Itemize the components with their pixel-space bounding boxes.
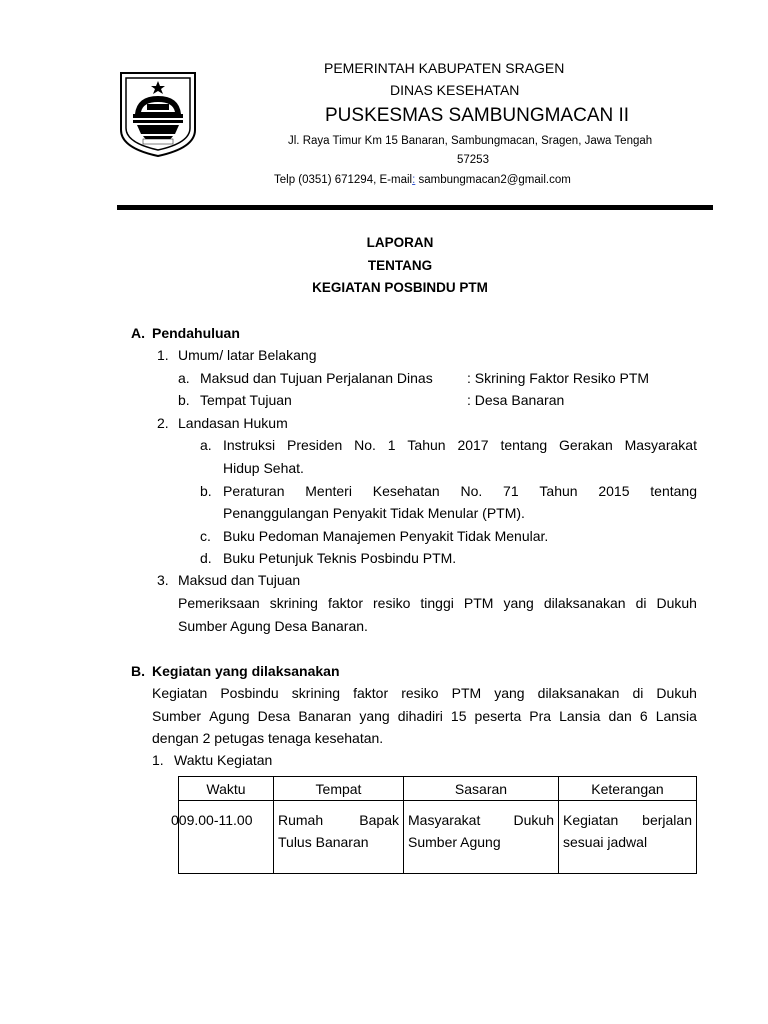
word: No.	[354, 437, 376, 453]
item-b1-number: 1.	[152, 752, 164, 768]
contact-colon: :	[412, 174, 416, 186]
cell-tempat-line1	[278, 809, 399, 831]
title-kegiatan: KEGIATAN POSBINDU PTM	[312, 280, 488, 295]
cell-tempat	[274, 801, 404, 874]
word: Pemeriksaan	[178, 595, 260, 611]
item-b1-text: Waktu Kegiatan	[174, 752, 273, 768]
cell-sasaran	[404, 801, 559, 874]
word: Lansia	[559, 708, 601, 724]
word: Kesehatan	[372, 483, 440, 499]
cell-waktu-text: 009.00-11.00	[171, 812, 253, 828]
item-1b-value: : Desa Banaran	[467, 392, 565, 408]
cell-sasaran-line2: Sumber Agung	[408, 834, 501, 850]
word: yang	[503, 595, 534, 611]
word: Desa	[257, 708, 291, 724]
header-postcode: 57253	[457, 154, 489, 166]
item-1a-number: a.	[178, 370, 190, 386]
sragen-regency-logo	[117, 70, 199, 158]
item-2c-text: Buku Pedoman Manajemen Penyakit Tidak Menular.	[223, 528, 549, 544]
word: 1	[387, 437, 396, 453]
word: 15	[450, 708, 467, 724]
item-1b-number: b.	[178, 392, 190, 408]
item-1-number: 1.	[157, 347, 169, 363]
table-header-row	[179, 777, 697, 801]
section-b-paragraph-line2	[152, 708, 697, 724]
section-b-paragraph-line3: dengan 2 petugas tenaga kesehatan.	[152, 730, 384, 746]
title-tentang: TENTANG	[367, 258, 433, 273]
item-1-text: Umum/ latar Belakang	[178, 347, 317, 363]
word: Sumber	[152, 708, 202, 724]
word: Tahun	[539, 483, 578, 499]
word: Tahun	[407, 437, 446, 453]
header-department: DINAS KESEHATAN	[390, 82, 520, 98]
item-2b-number: b.	[200, 483, 212, 499]
contact-email[interactable]: sambungmacan2@gmail.com	[415, 174, 571, 186]
word: No.	[460, 483, 483, 499]
item-3-paragraph-line2: Sumber Agung Desa Banaran.	[178, 618, 368, 634]
word: dilaksanakan	[543, 595, 626, 611]
word: faktor	[327, 595, 363, 611]
word: Bapak	[359, 812, 399, 828]
word: resiko	[401, 685, 439, 701]
section-a-heading: Pendahuluan	[152, 325, 240, 341]
word: berjalan	[642, 812, 692, 828]
cell-sasaran-line1	[408, 809, 554, 831]
word: Banaran	[298, 708, 352, 724]
word: resiko	[373, 595, 411, 611]
table-header-keterangan: Keterangan	[559, 777, 697, 801]
item-2-text: Landasan Hukum	[178, 415, 288, 431]
word: Kegiatan	[152, 685, 208, 701]
word: di	[632, 685, 644, 701]
word: Posbindu	[220, 685, 279, 701]
table-header-sasaran: Sasaran	[404, 777, 559, 801]
item-1a-value: : Skrining Faktor Resiko PTM	[467, 370, 650, 386]
word: Masyarakat	[624, 437, 697, 453]
item-1b-label: Tempat Tujuan	[200, 392, 292, 408]
item-2b-line1	[223, 483, 697, 499]
word: 2017	[457, 437, 489, 453]
word: dilaksanakan	[537, 685, 620, 701]
word: tentang	[500, 437, 548, 453]
word: Pra	[529, 708, 552, 724]
word: Instruksi	[223, 437, 276, 453]
item-3-paragraph-line1	[178, 595, 697, 611]
section-b-number: B.	[131, 663, 145, 679]
word: Masyarakat	[408, 812, 481, 828]
word: 2015	[598, 483, 630, 499]
section-b-heading: Kegiatan yang dilaksanakan	[152, 663, 340, 679]
word: dan	[608, 708, 632, 724]
item-2-number: 2.	[157, 415, 169, 431]
cell-waktu	[171, 801, 274, 874]
word: Menteri	[305, 483, 352, 499]
word: Dukuh	[513, 812, 554, 828]
item-2a-line2: Hidup Sehat.	[223, 460, 304, 476]
word: dihadiri	[397, 708, 443, 724]
word: Lansia	[655, 708, 697, 724]
title-laporan: LAPORAN	[366, 235, 434, 250]
cell-keterangan-line2: sesuai jadwal	[563, 834, 648, 850]
word: skrining	[291, 685, 341, 701]
word: Dukuh	[656, 685, 697, 701]
item-2a-line1	[223, 437, 697, 453]
item-1a-label: Maksud dan Tujuan Perjalanan Dinas	[200, 370, 433, 386]
word: peserta	[474, 708, 522, 724]
word: 71	[503, 483, 519, 499]
item-2d-text: Buku Petunjuk Teknis Posbindu PTM.	[223, 550, 457, 566]
section-a-number: A.	[131, 325, 145, 341]
word: yang	[359, 708, 390, 724]
item-2a-number: a.	[200, 437, 212, 453]
word: PTM	[451, 685, 482, 701]
item-2d-number: d.	[200, 550, 212, 566]
table-header-waktu: Waktu	[179, 777, 274, 801]
header-contact	[274, 174, 571, 186]
word: Presiden	[286, 437, 343, 453]
table-header-tempat: Tempat	[274, 777, 404, 801]
word: Agung	[209, 708, 250, 724]
word: Peraturan	[223, 483, 285, 499]
cell-keterangan	[559, 801, 697, 874]
item-3-text: Maksud dan Tujuan	[178, 572, 301, 588]
contact-phone: Telp (0351) 671294, E-mail	[274, 174, 413, 186]
item-2c-number: c.	[200, 528, 211, 544]
word: Rumah	[278, 812, 324, 828]
item-3-number: 3.	[157, 572, 169, 588]
header-puskesmas: PUSKESMAS SAMBUNGMACAN II	[325, 105, 630, 126]
cell-keterangan-line1	[563, 809, 692, 831]
item-2b-line2: Penanggulangan Penyakit Tidak Menular (PTM).	[223, 505, 525, 521]
word: Gerakan	[559, 437, 613, 453]
header-address: Jl. Raya Timur Km 15 Banaran, Sambungmacan, Sragen, Jawa Tengah	[288, 135, 653, 147]
table-row	[179, 801, 697, 874]
word: Dukuh	[656, 595, 697, 611]
header-government: PEMERINTAH KABUPATEN SRAGEN	[324, 60, 565, 76]
word: tentang	[650, 483, 697, 499]
section-b-paragraph-line1	[152, 685, 697, 701]
word: di	[635, 595, 647, 611]
word: skrining	[269, 595, 318, 611]
word: faktor	[353, 685, 389, 701]
word: tinggi	[420, 595, 454, 611]
kegiatan-table	[171, 776, 697, 874]
header-divider	[117, 205, 713, 210]
word: Kegiatan	[563, 812, 619, 828]
word: 6	[639, 708, 648, 724]
cell-tempat-line2: Tulus Banaran	[278, 834, 369, 850]
word: yang	[494, 685, 525, 701]
word: PTM	[463, 595, 494, 611]
